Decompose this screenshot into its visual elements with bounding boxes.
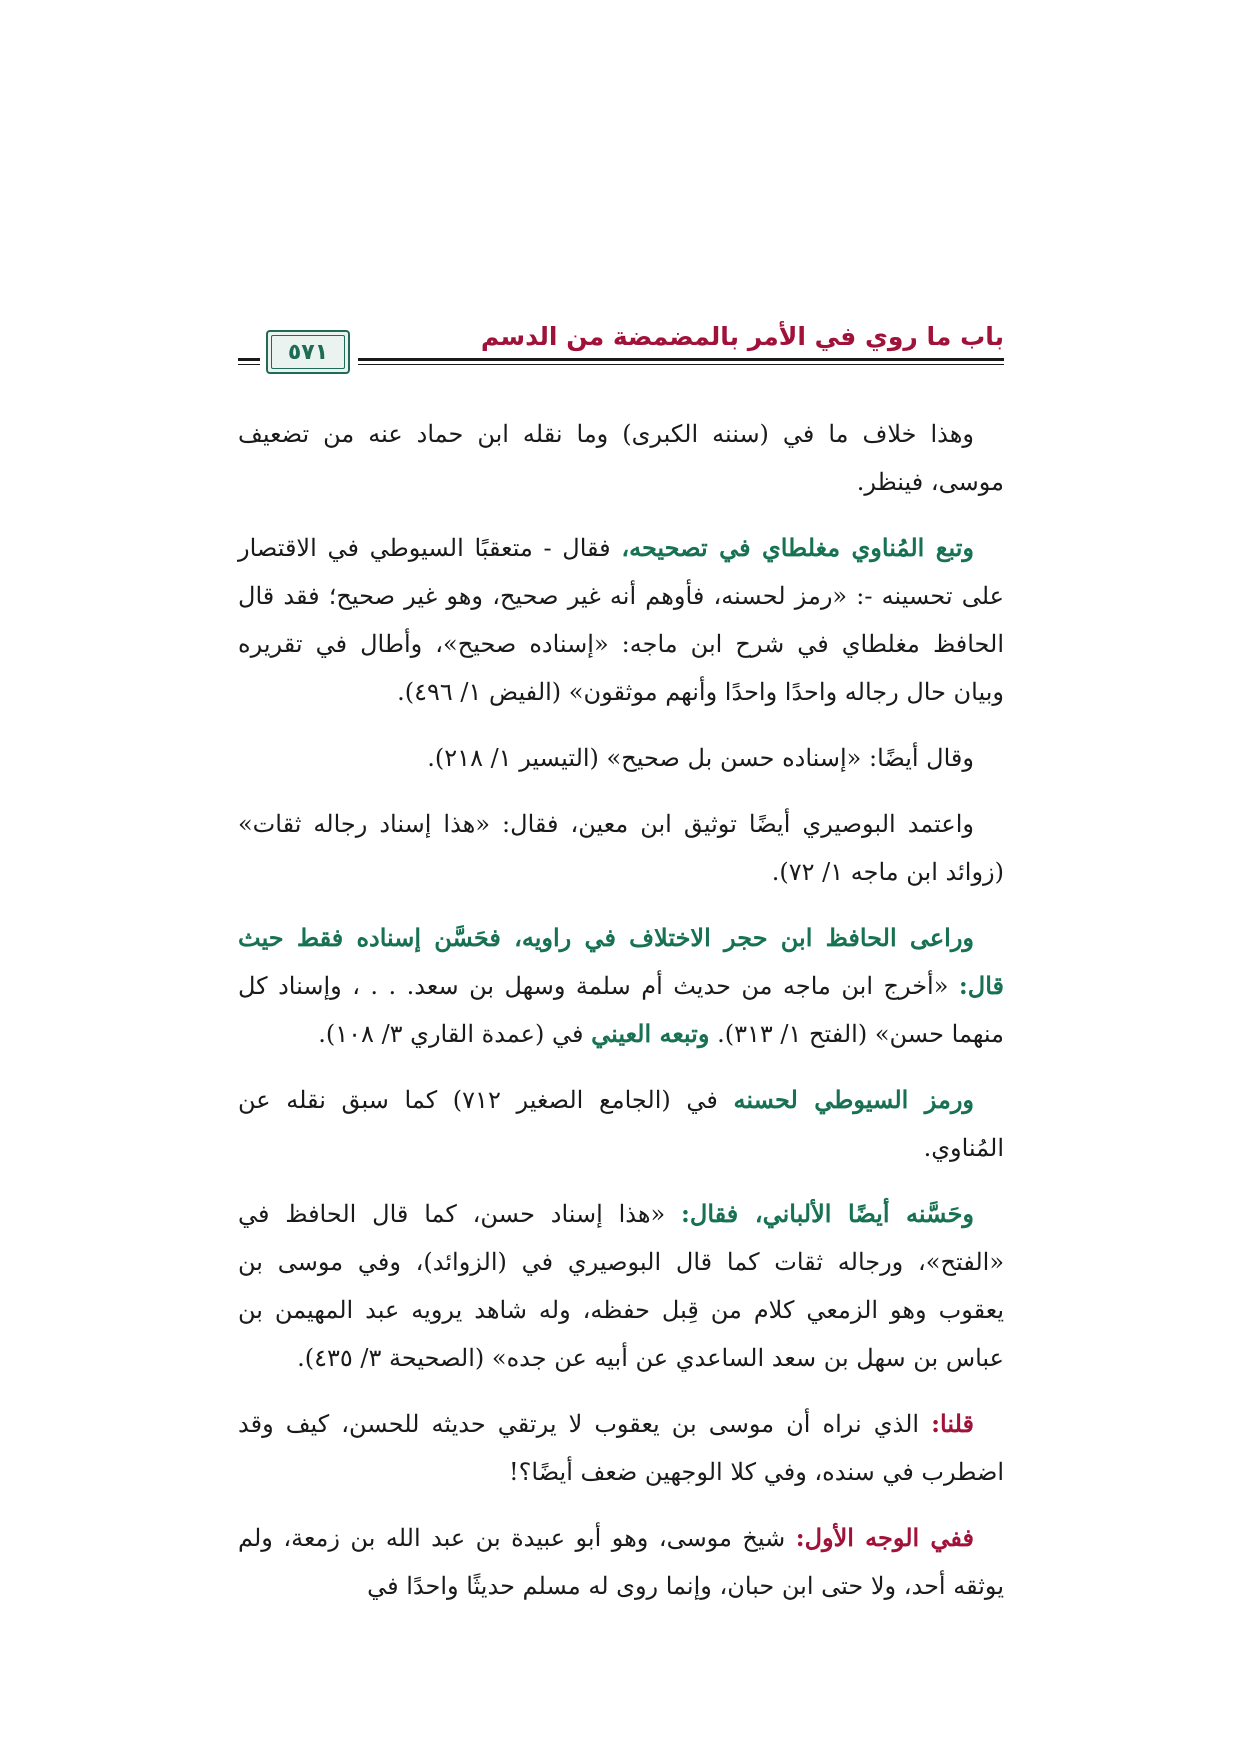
paragraph-text: في (الجامع الصغير ٧١٢) كما سبق نقله عن المُناوي. (238, 1086, 1004, 1162)
paragraph-text: وهذا خلاف ما في (سننه الكبرى) وما نقله ابن حماد عنه من تضعيف موسى، فينظر. (238, 420, 1004, 496)
paragraph (238, 800, 1004, 896)
highlight-text: وتبع المُناوي مغلطاي في تصحيحه، (621, 533, 974, 562)
header-rule (238, 358, 260, 361)
highlight-text: ففي الوجه الأول: (795, 1523, 975, 1552)
paragraph-text: شيخ موسى، وهو أبو عبيدة بن عبد الله بن زمعة، ولم يوثقه أحد، ولا حتى ابن حبان، وإنما روى له مسلم حديثًا واحدًا في (238, 1524, 1004, 1600)
paragraph (238, 1400, 1004, 1496)
paragraph-text: «أخرج ابن ماجه من حديث أم سلمة وسهل بن سعد. . . ، وإسناد كل منهما حسن» (الفتح ١/ ٣١٣). (238, 972, 1004, 1048)
paragraph-text: واعتمد البوصيري أيضًا توثيق ابن معين، فقال: «هذا إسناد رجاله ثقات» (زوائد ابن ماجه ١/ ٧٢). (238, 810, 1004, 886)
page-number: ٥٧١ (287, 339, 329, 365)
header-rule (358, 364, 1004, 365)
paragraph (238, 410, 1004, 506)
paragraph-text: في (عمدة القاري ٣/ ١٠٨). (318, 1020, 592, 1048)
paragraph (238, 524, 1004, 716)
page-number-frame (266, 330, 350, 374)
paragraph (238, 914, 1004, 1058)
paragraph-text: وقال أيضًا: «إسناده حسن بل صحيح» (التيسير ١/ ٢١٨). (427, 744, 974, 772)
paragraph (238, 1076, 1004, 1172)
paragraph (238, 1514, 1004, 1610)
highlight-text: قلنا: (931, 1409, 974, 1438)
paragraph-text: فقال - متعقبًا السيوطي في الاقتصار على تحسينه -: «رمز لحسنه، فأوهم أنه غير صحيح، وهو غير صحيح؛ فقد قال الحافظ مغلطاي في شرح ابن ماجه: «إسناده صحيح»، وأطال في تقريره وبيان حال رجاله واحدًا واحدًا وأنهم موثقون» (الفيض ١/ ٤٩٦). (238, 534, 1005, 706)
highlight-text: وتبعه العيني (591, 1019, 710, 1048)
header-rule (358, 358, 1004, 361)
chapter-title: باب ما روي في الأمر بالمضمضة من الدسم (480, 322, 1004, 351)
header-rule (238, 364, 260, 365)
paragraph (238, 734, 1004, 782)
paragraph (238, 1190, 1004, 1382)
page-body (238, 410, 1004, 1628)
highlight-text: وراعى الحافظ ابن حجر الاختلاف في راويه، فحَسَّن إسناده فقط حيث قال: (238, 923, 1004, 1000)
highlight-text: ورمز السيوطي لحسنه (733, 1085, 974, 1114)
paragraph-text: الذي نراه أن موسى بن يعقوب لا يرتقي حديثه للحسن، كيف وقد اضطرب في سنده، وفي كلا الوجهين ضعف أيضًا؟! (238, 1410, 1004, 1486)
highlight-text: وحَسَّنه أيضًا الألباني، فقال: (681, 1199, 975, 1228)
paragraph-text: «هذا إسناد حسن، كما قال الحافظ في «الفتح»، ورجاله ثقات كما قال البوصيري في (الزوائد)، وفي موسى بن يعقوب وهو الزمعي كلام من قِبل حفظه، وله شاهد يرويه عبد المهيمن بن عباس بن سهل بن سعد الساعدي عن أبيه عن جده» (الصحيحة ٣/ ٤٣٥). (238, 1200, 1004, 1372)
running-header (238, 318, 1004, 380)
